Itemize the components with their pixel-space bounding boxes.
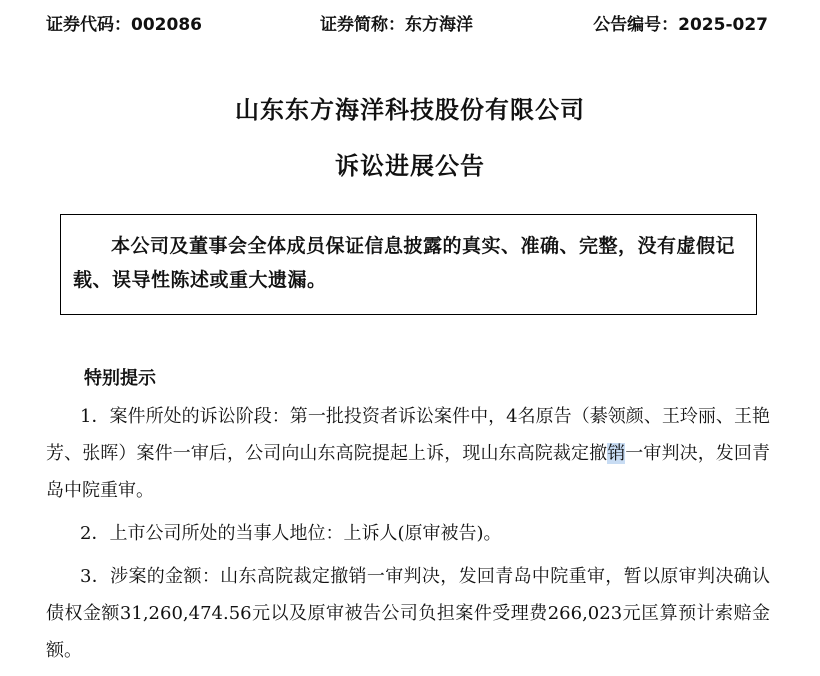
notice-title: 诉讼进展公告 [335, 152, 485, 180]
disclaimer-box [60, 214, 757, 315]
item-1-text-before: 1．案件所处的诉讼阶段：第一批投资者诉讼案件中，4名原告（綦领颜、王玲丽、王艳芳、张晖）案件一审后，公司向山东高院提起上诉，现山东高院裁定撤 [46, 406, 770, 464]
securities-code: 证券代码：002086 [46, 15, 202, 35]
item-1-text-after: 一审判决，发回青岛中院重审。 [46, 443, 771, 501]
notice-number: 公告编号：2025-027 [593, 15, 768, 35]
selected-text-highlight[interactable]: 销 [607, 443, 626, 464]
securities-abbreviation: 证券简称：东方海洋 [320, 15, 473, 35]
special-notice-heading: 特别提示 [84, 368, 156, 389]
special-notice-item-3: 3．涉案的金额：山东高院裁定撤销一审判决，发回青岛中院重审，暂以原审判决确认债权金额31,260,474.56元以及原审被告公司负担案件受理费266,023元匡算预计索赔金额。 [46, 566, 770, 661]
disclaimer-text: 本公司及董事会全体成员保证信息披露的真实、准确、完整，没有虚假记载、误导性陈述或重大遗漏。 [73, 235, 736, 291]
company-title: 山东东方海洋科技股份有限公司 [235, 96, 585, 124]
document-header [46, 12, 768, 38]
special-notice-item-2: 2．上市公司所处的当事人地位：上诉人(原审被告)。 [80, 523, 502, 544]
special-notice-item-1 [46, 398, 770, 509]
